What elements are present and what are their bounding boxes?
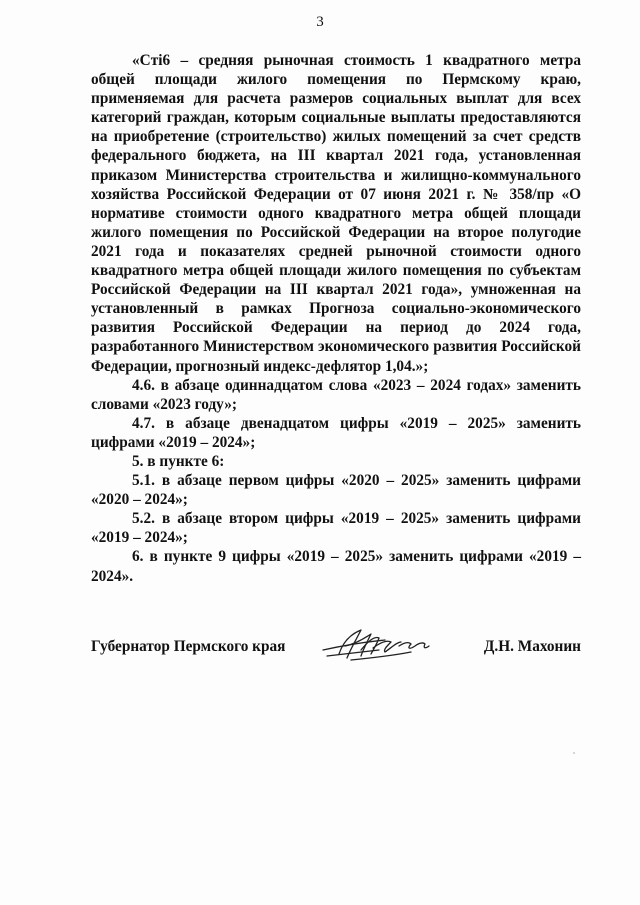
paragraph-item-4-6: 4.6. в абзаце одиннадцатом слова «2023 – 2024 годах» заменить словами «2023 году»; — [91, 376, 581, 413]
signatory-position: Губернатор Пермского края — [91, 638, 286, 655]
signatory-name: Д.Н. Махонин — [483, 638, 581, 655]
paragraph-item-4-7: 4.7. в абзаце двенадцатом цифры «2019 – 2025» заменить цифрами «2019 – 2024»; — [91, 414, 581, 451]
page-number: 3 — [316, 14, 324, 30]
paragraph-cti-definition: «Cті6 – средняя рыночная стоимость 1 квадратного метра общей площади жилого помещения по Пермскому краю, применяемая для расчета размеров социальных выплат для всех категорий граждан, которым социальные выплаты предоставляются на приобретение (строительство) жилых помещений за счет средств федерального бюджета, на III квартал 2021 года, установленная приказом Министерства строительства и жилищно-коммунального хозяйства Российской Федерации от 07 июня 2021 г. № 358/пр «О нормативе стоимости одного квадратного метра общей площади жилого помещения по Российской Федерации на второе полугодие 2021 года и показателях средней рыночной стоимости одного квадратного метра общей площади жилого помещения по субъектам Российской Федерации на III квартал 2021 года», умноженная на установленный в рамках Прогноза социально-экономического развития Российской Федерации на период до 2024 года, разработанного Министерством экономического развития Российской Федерации, прогнозный индекс-дефлятор 1,04.»; — [91, 52, 581, 375]
scan-speck — [573, 752, 575, 754]
paragraph-item-5: 5. в пункте 6: — [132, 452, 225, 470]
handwritten-signature — [321, 626, 433, 666]
paragraph-item-5-1: 5.1. в абзаце первом цифры «2020 – 2025» заменить цифрами «2020 – 2024»; — [91, 472, 581, 509]
paragraph-item-5-2: 5.2. в абзаце втором цифры «2019 – 2025» заменить цифрами «2019 – 2024»; — [91, 510, 581, 547]
signature-block — [91, 626, 581, 670]
paragraph-item-6: 6. в пункте 9 цифры «2019 – 2025» заменить цифрами «2019 – 2024». — [91, 548, 581, 585]
document-body — [91, 51, 581, 586]
